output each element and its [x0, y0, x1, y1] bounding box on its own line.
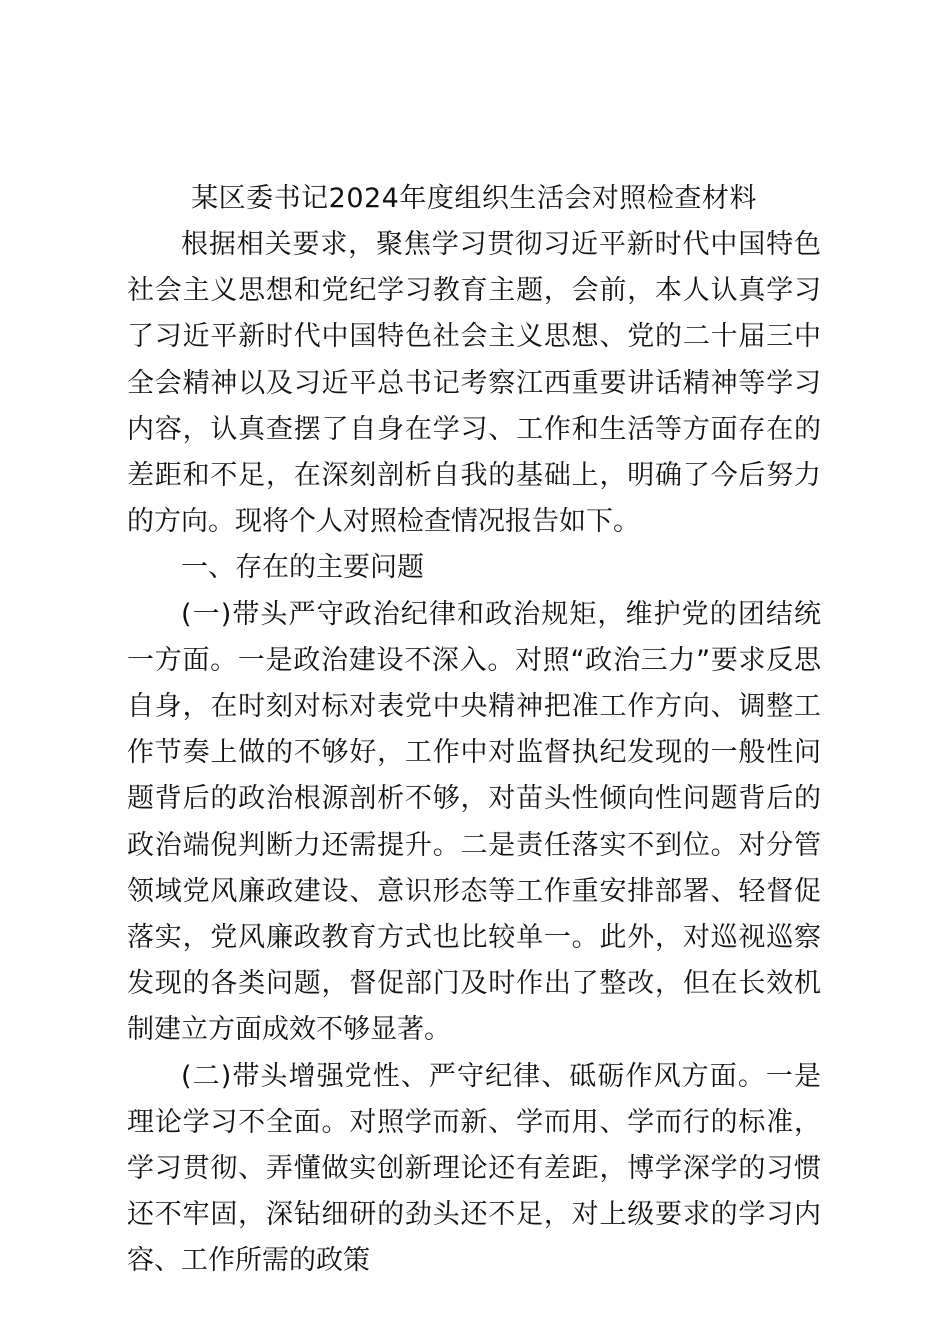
intro-paragraph: 根据相关要求，聚焦学习贯彻习近平新时代中国特色社会主义思想和党纪学习教育主题，会前，本人认真学习了习近平新时代中国特色社会主义思想、党的二十届三中全会精神以及习近平总书记考察江西重要讲话精神等学习内容，认真查摆了自身在学习、工作和生活等方面存在的差距和不足，在深刻剖析自我的基础上，明确了今后努力的方向。现将个人对照检查情况报告如下。 [127, 229, 821, 538]
section-heading: 一、存在的主要问题 [181, 552, 424, 584]
problem-paragraph-1: (一)带头严守政治纪律和政治规矩，维护党的团结统一方面。一是政治建设不深入。对照“政治三力”要求反思自身，在时刻对标对表党中央精神把准工作方向、调整工作节奏上做的不够好，工作中对监督执纪发现的一般性问题背后的政治根源剖析不够，对苗头性倾向性问题背后的政治端倪判断力还需提升。二是责任落实不到位。对分管领域党风廉政建设、意识形态等工作重安排部署、轻督促落实，党风廉政教育方式也比较单一。此外，对巡视巡察发现的各类问题，督促部门及时作出了整改，但在长效机制建立方面成效不够显著。 [127, 598, 821, 1046]
problem-paragraph-2: (二)带头增强党性、严守纪律、砥砺作风方面。一是理论学习不全面。对照学而新、学而用、学而行的标准，学习贯彻、弄懂做实创新理论还有差距，博学深学的习惯还不牢固，深钻细研的劲头还不足，对上级要求的学习内容、工作所需的政策 [127, 1060, 821, 1277]
document-body [127, 176, 821, 1285]
document-title: 某区委书记2024年度组织生活会对照检查材料 [191, 183, 757, 214]
